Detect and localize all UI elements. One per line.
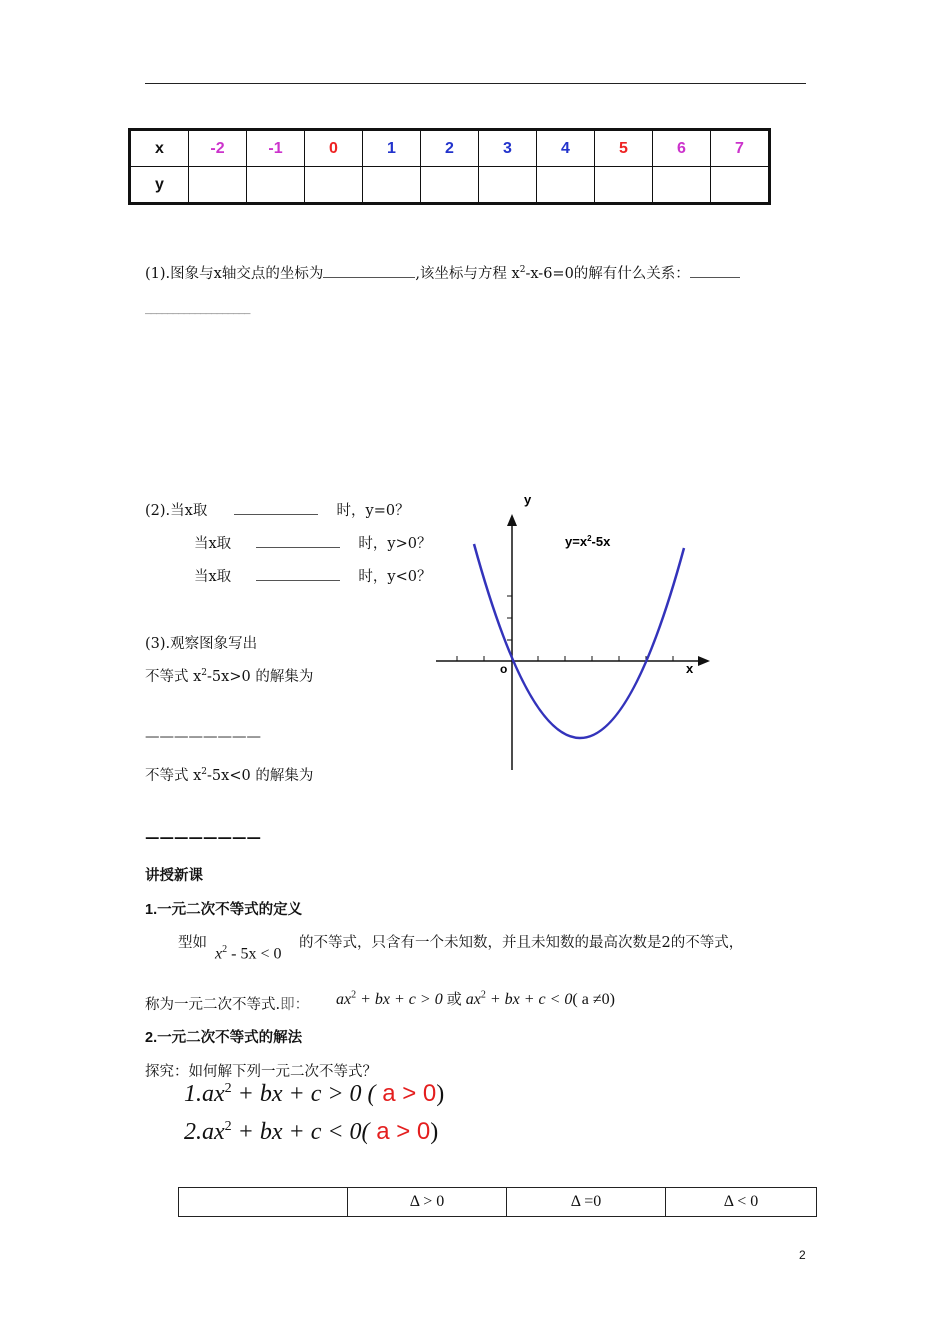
function-label: $y=x^2-5x$ bbox=[565, 534, 611, 549]
origin-label: o bbox=[500, 662, 508, 676]
x-cell: 1 bbox=[363, 130, 421, 167]
delta-positive: Δ > 0 bbox=[348, 1188, 507, 1217]
q1-blank-2[interactable] bbox=[690, 263, 740, 278]
def-or: 或 bbox=[446, 990, 462, 1008]
q2-label: (2).当x取 bbox=[145, 503, 208, 519]
q3-answer-line-2[interactable]: ———————— bbox=[145, 829, 261, 846]
def-intro: 型如 bbox=[178, 935, 207, 951]
explore-text: 探究：如何解下列一元二次不等式？ bbox=[145, 1064, 377, 1080]
def-form-1: + bx + c > 0 bbox=[356, 991, 447, 1008]
x-cell: 5 bbox=[595, 130, 653, 167]
q3-ineq-1-sup: 2 bbox=[201, 668, 208, 679]
parabola-curve bbox=[474, 544, 684, 738]
q1-sup: 2 bbox=[519, 265, 526, 276]
def-ax-1-sup: 2 bbox=[351, 989, 357, 1001]
y-cell[interactable] bbox=[363, 167, 421, 204]
q3-title: (3).观察图象写出 bbox=[145, 636, 258, 652]
q2-blank-3[interactable] bbox=[256, 566, 340, 581]
q3-ineq-1 bbox=[145, 665, 313, 686]
y-cell[interactable] bbox=[711, 167, 770, 204]
def-ax-1: ax bbox=[336, 991, 352, 1008]
q2-when-3: 时，y<0？ bbox=[358, 569, 432, 585]
x-cell: 6 bbox=[653, 130, 711, 167]
y-label: y bbox=[130, 167, 189, 204]
def-math-x: x bbox=[215, 945, 223, 963]
eq1-condition: a > 0 bbox=[375, 1080, 437, 1107]
x-cell: 2 bbox=[421, 130, 479, 167]
def-namely: 即： bbox=[280, 997, 310, 1013]
q2-when-2: 时，y>0？ bbox=[358, 536, 432, 552]
q3-ineq-2-a: 不等式 x bbox=[145, 768, 202, 784]
def-condition: ( a ≠0) bbox=[572, 991, 615, 1008]
y-cell[interactable] bbox=[305, 167, 363, 204]
y-cell[interactable] bbox=[595, 167, 653, 204]
def-conclusion bbox=[145, 993, 309, 1014]
q2-label-3: 当x取 bbox=[194, 569, 232, 585]
q2-line-3 bbox=[194, 565, 431, 586]
q2-label-2: 当x取 bbox=[194, 536, 232, 552]
heading-1: 1.一元二次不等式的定义 bbox=[145, 902, 303, 918]
q3-ineq-2-b: -5x<0 的解集为 bbox=[207, 768, 314, 784]
y-cell[interactable] bbox=[537, 167, 595, 204]
y-axis-label: y bbox=[524, 492, 532, 507]
q1-blank-1[interactable] bbox=[323, 263, 415, 278]
def-body: 的不等式，只含有一个未知数，并且未知数的最高次数是2的不等式， bbox=[299, 935, 744, 951]
q2-when-1: 时，y=0？ bbox=[336, 503, 410, 519]
y-cell[interactable] bbox=[247, 167, 305, 204]
eq2-condition: a > 0 bbox=[369, 1118, 431, 1145]
x-cell: 3 bbox=[479, 130, 537, 167]
delta-cell-empty bbox=[179, 1188, 348, 1217]
equation-2 bbox=[184, 1118, 438, 1146]
x-cell: 7 bbox=[711, 130, 770, 167]
page-number: 2 bbox=[799, 1248, 806, 1262]
q3-answer-line-1[interactable]: ———————— bbox=[145, 729, 261, 745]
x-cell: 0 bbox=[305, 130, 363, 167]
x-axis-arrow bbox=[698, 656, 710, 666]
eq1-close: ) bbox=[436, 1081, 445, 1107]
q2-blank-2[interactable] bbox=[256, 533, 340, 548]
y-row bbox=[130, 167, 770, 204]
q1-text-c: -x-6=0的解有什么关系： bbox=[525, 266, 690, 282]
x-row bbox=[130, 130, 770, 167]
eq1-a: 1.ax bbox=[184, 1081, 225, 1107]
equation-1 bbox=[184, 1080, 444, 1108]
def-general-form bbox=[336, 988, 615, 1009]
def-conclusion-text: 称为一元二次不等式. bbox=[145, 997, 281, 1013]
eq2-close: ) bbox=[430, 1119, 439, 1145]
q3-ineq-1-a: 不等式 x bbox=[145, 669, 202, 685]
value-table bbox=[128, 128, 771, 205]
q1-text-a: (1).图象与x轴交点的坐标为 bbox=[145, 266, 324, 282]
q3-ineq-2-sup: 2 bbox=[201, 767, 208, 778]
y-cell[interactable] bbox=[189, 167, 247, 204]
question-1 bbox=[145, 262, 740, 283]
q3-ineq-2 bbox=[145, 764, 313, 785]
heading-2: 2.一元二次不等式的解法 bbox=[145, 1030, 303, 1046]
eq1-sup: 2 bbox=[224, 1081, 232, 1096]
header-rule bbox=[145, 83, 806, 84]
section-title: 讲授新课 bbox=[145, 868, 203, 884]
x-label: x bbox=[130, 130, 189, 167]
delta-table bbox=[178, 1187, 817, 1217]
y-cell[interactable] bbox=[479, 167, 537, 204]
def-form-2: + bx + c < 0 bbox=[485, 991, 573, 1008]
x-axis-label: x bbox=[686, 661, 694, 676]
x-cell: -1 bbox=[247, 130, 305, 167]
delta-header-row bbox=[179, 1188, 817, 1217]
def-math-sup: 2 bbox=[222, 944, 228, 955]
delta-negative: Δ < 0 bbox=[666, 1188, 817, 1217]
x-cell: -2 bbox=[189, 130, 247, 167]
q1-text-b: ,该坐标与方程 x bbox=[415, 266, 520, 282]
eq2-sup: 2 bbox=[224, 1119, 232, 1134]
x-cell: 4 bbox=[537, 130, 595, 167]
y-cell[interactable] bbox=[653, 167, 711, 204]
q1-continuation-line[interactable]: ___________________ bbox=[145, 300, 250, 315]
parabola-graph bbox=[430, 490, 720, 780]
def-ax-2-sup: 2 bbox=[480, 989, 486, 1001]
delta-zero: Δ =0 bbox=[507, 1188, 666, 1217]
q2-line-2 bbox=[194, 532, 431, 553]
def-ax-2: ax bbox=[461, 991, 481, 1008]
y-cell[interactable] bbox=[421, 167, 479, 204]
q2-blank-1[interactable] bbox=[234, 500, 318, 515]
q3-ineq-1-b: -5x>0 的解集为 bbox=[207, 669, 314, 685]
y-axis-arrow bbox=[507, 514, 517, 526]
eq2-b: + bx + c < 0( bbox=[231, 1119, 370, 1145]
q2-line-1 bbox=[145, 499, 410, 520]
def-math-rest: - 5x < 0 bbox=[227, 945, 282, 963]
def-math bbox=[215, 944, 281, 963]
eq2-a: 2.ax bbox=[184, 1119, 225, 1145]
eq1-b: + bx + c > 0 ( bbox=[231, 1081, 376, 1107]
